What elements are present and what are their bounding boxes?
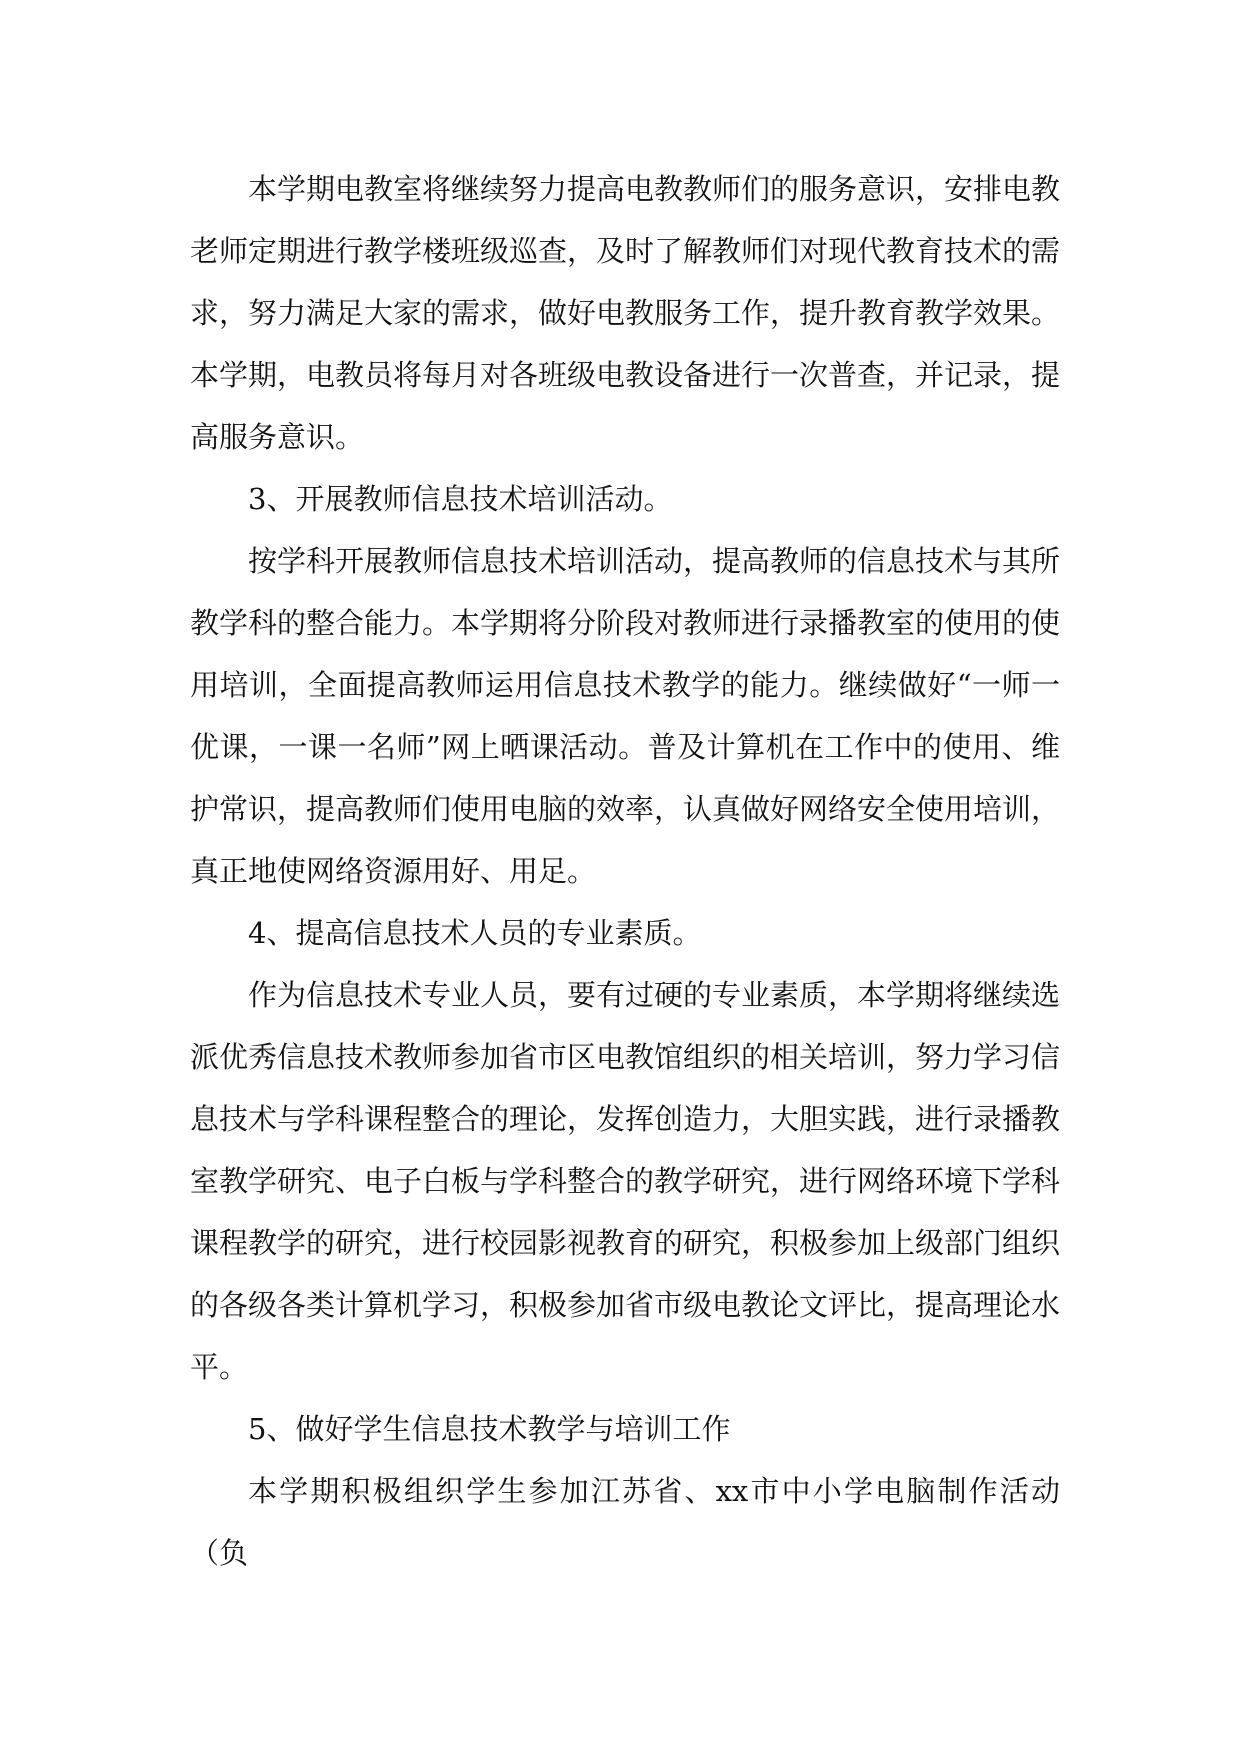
document-page (190, 158, 1060, 1584)
paragraph-staff-quality: 作为信息技术专业人员，要有过硬的专业素质，本学期将继续选派优秀信息技术教师参加省市区电教馆组织的相关培训，努力学习信息技术与学科课程整合的理论，发挥创造力，大胆实践，进行录播教室教学研究、电子白板与学科整合的教学研究，进行网络环境下学科课程教学的研究，进行校园影视教育的研究，积极参加上级部门组织的各级各类计算机学习，积极参加省市级电教论文评比，提高理论水平。 (190, 978, 1061, 1384)
paragraph-service-awareness: 本学期电教室将继续努力提高电教教师们的服务意识，安排电教老师定期进行教学楼班级巡查，及时了解教师们对现代教育技术的需求，努力满足大家的需求，做好电教服务工作，提升教育教学效果。本学期，电教员将每月对各班级电教设备进行一次普查，并记录，提高服务意识。 (190, 172, 1061, 454)
paragraph-student-teaching: 本学期积极组织学生参加江苏省、xx市中小学电脑制作活动（负 (190, 1474, 1060, 1570)
paragraph-teacher-training: 按学科开展教师信息技术培训活动，提高教师的信息技术与其所教学科的整合能力。本学期将分阶段对教师进行录播教室的使用的使用培训，全面提高教师运用信息技术教学的能力。继续做好“一师一优课，一课一名师”网上晒课活动。普及计算机在工作中的使用、维护常识，提高教师们使用电脑的效率，认真做好网络安全使用培训，真正地使网络资源用好、用足。 (190, 544, 1061, 888)
heading-student-teaching: 5、做好学生信息技术教学与培训工作 (248, 1412, 731, 1446)
heading-staff-quality: 4、提高信息技术人员的专业素质。 (248, 916, 702, 950)
heading-teacher-training: 3、开展教师信息技术培训活动。 (248, 482, 673, 516)
